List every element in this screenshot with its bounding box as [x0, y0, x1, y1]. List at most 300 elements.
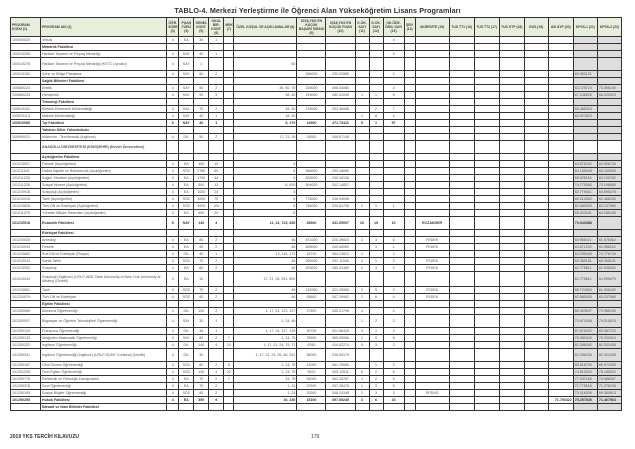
cell-name: Arkeoloji — [41, 237, 167, 244]
cell-puanmin — [326, 315, 355, 328]
cell-kosul — [234, 154, 297, 161]
cell-msk — [224, 51, 234, 58]
cell-ktp — [499, 383, 524, 390]
cell-tt2 — [474, 265, 499, 272]
cell-name: İngilizce Öğretmenliği (İngilizce) (UOLP-SUNY Cortland) (Ücretli) — [41, 349, 167, 362]
cell-okul: 4 — [209, 369, 224, 376]
cell-puan: DİL — [179, 251, 194, 258]
cell-puanmin: 253.18080 — [326, 168, 355, 175]
cell-code: 101251205 — [11, 369, 41, 376]
cell-ayp — [548, 196, 573, 203]
cell-tt1 — [449, 244, 474, 251]
cell-k11 — [355, 51, 369, 58]
cell-puan — [179, 301, 194, 308]
cell-tt1 — [449, 168, 474, 175]
column-header: PUAN TÜRÜ (4) — [179, 18, 194, 37]
column-header: PROGRAM KODU (1) — [11, 18, 41, 37]
cell-kpss1: 65.485323 — [573, 106, 597, 113]
cell-kosul: 1, 17, 24, 123, 127 — [234, 308, 297, 315]
cell-dus — [524, 51, 548, 58]
cell-sira: 746000 — [297, 203, 326, 210]
cell-kosul — [234, 71, 297, 78]
cell-k11: 4 — [355, 258, 369, 265]
cell-okul — [209, 127, 224, 134]
cell-okul: 2 — [209, 335, 224, 342]
cell-genel: 100 — [194, 308, 209, 315]
cell-sure: 4 — [167, 134, 179, 141]
cell-ayp — [548, 134, 573, 141]
cell-code: 101210007 — [11, 161, 41, 168]
cell-sure: 4 — [167, 168, 179, 175]
cell-k14 — [404, 196, 415, 203]
cell-genel: 1000 — [194, 189, 209, 196]
cell-ayp — [548, 287, 573, 294]
empty-cell — [209, 141, 224, 154]
cell-sira — [297, 210, 326, 217]
cell-dus — [524, 342, 548, 349]
cell-code: 101250097 — [11, 315, 41, 328]
cell-sira: 15730 — [297, 251, 326, 258]
cell-kosul: 46 — [234, 258, 297, 265]
cell-kpss2: 63.105782 — [597, 175, 621, 182]
cell-akr — [415, 37, 449, 44]
cell-ktp — [499, 113, 524, 120]
cell-msk — [224, 237, 234, 244]
cell-code: 101210052 — [11, 265, 41, 272]
cell-dus — [524, 328, 548, 335]
cell-msk — [224, 217, 234, 230]
cell-k12: 3 — [369, 390, 383, 397]
cell-kosul: 11, 14, 723, 830 — [234, 217, 297, 230]
cell-akr — [415, 71, 449, 78]
cell-k12: 3 — [369, 244, 383, 251]
cell-ktp — [499, 175, 524, 182]
cell-ayp — [548, 92, 573, 99]
cell-k12: 1 — [369, 258, 383, 265]
cell-kpss1 — [573, 154, 597, 161]
cell-akr — [415, 134, 449, 141]
cell-sure: 4 — [167, 272, 179, 287]
cell-k14 — [404, 134, 415, 141]
cell-kpss1 — [573, 58, 597, 71]
cell-ktp — [499, 376, 524, 383]
cell-tt2 — [474, 127, 499, 134]
cell-dus — [524, 376, 548, 383]
cell-ayp — [548, 217, 573, 230]
cell-ayp — [548, 362, 573, 369]
cell-sure: 4 — [167, 369, 179, 376]
cell-code: 101210882 — [11, 251, 41, 258]
cell-code: 100010152 — [11, 71, 41, 78]
cell-k13: 3 — [383, 390, 404, 397]
cell-genel: 400 — [194, 161, 209, 168]
cell-sira — [297, 99, 326, 106]
cell-akr: FEDEK — [415, 258, 449, 265]
cell-kpss1: 62.580925 — [573, 294, 597, 301]
cell-puan: SAY — [179, 335, 194, 342]
cell-sira — [297, 272, 326, 287]
cell-k14 — [404, 182, 415, 189]
cell-kpss2 — [597, 106, 621, 113]
column-header: MSK (7) — [224, 18, 234, 37]
cell-puan: EA — [179, 265, 194, 272]
cell-sure — [167, 230, 179, 237]
cell-tt1 — [449, 182, 474, 189]
cell-k13: 2 — [383, 287, 404, 294]
cell-ayp — [548, 58, 573, 71]
cell-tt2 — [474, 230, 499, 237]
cell-puanmin: 471.73411 — [326, 120, 355, 127]
cell-tt2 — [474, 78, 499, 85]
cell-kpss2: 70.220310 — [597, 335, 621, 342]
cell-kosul: 12, 115, 272 — [234, 251, 297, 258]
cell-k13: 24 — [383, 397, 404, 404]
cell-tt2 — [474, 92, 499, 99]
cell-dus — [524, 99, 548, 106]
cell-dus — [524, 265, 548, 272]
cell-ktp — [499, 92, 524, 99]
cell-ayp — [548, 390, 573, 397]
column-header: ÖĞR. SÜRE (3) — [167, 18, 179, 37]
cell-ktp — [499, 71, 524, 78]
cell-akr — [415, 301, 449, 308]
cell-k12: 3 — [369, 265, 383, 272]
faculty-row — [11, 301, 622, 308]
program-row — [11, 51, 622, 58]
cell-genel: 50 — [194, 244, 209, 251]
cell-tt2 — [474, 203, 499, 210]
cell-sira: 30700 — [297, 328, 326, 335]
cell-sira: 15100 — [297, 397, 326, 404]
cell-kpss1: 77.207180 — [573, 376, 597, 383]
faculty-row — [11, 99, 622, 106]
cell-kpss1 — [573, 44, 597, 51]
cell-genel: 80 — [194, 265, 209, 272]
cell-kosul — [234, 44, 297, 51]
faculty-row — [11, 78, 622, 85]
cell-k12 — [369, 308, 383, 315]
cell-name: Tarih — [41, 287, 167, 294]
cell-tt1 — [449, 92, 474, 99]
empty-cell — [415, 141, 449, 154]
cell-kpss1: 82.403947 — [573, 308, 597, 315]
cell-k12 — [369, 127, 383, 134]
cell-akr — [415, 154, 449, 161]
cell-code: 101211235 — [11, 182, 41, 189]
cell-genel: 500 — [194, 182, 209, 189]
cell-okul — [209, 301, 224, 308]
cell-tt2 — [474, 120, 499, 127]
cell-sira: 33600 — [297, 217, 326, 230]
cell-kpss2 — [597, 37, 621, 44]
cell-k12 — [369, 168, 383, 175]
cell-ayp — [548, 120, 573, 127]
cell-code — [11, 301, 41, 308]
cell-tt2 — [474, 258, 499, 265]
cell-puan: SÖZ — [179, 287, 194, 294]
cell-sure — [167, 44, 179, 51]
cell-kosul: 50 — [234, 58, 297, 71]
cell-puanmin — [326, 272, 355, 287]
cell-msk — [224, 203, 234, 210]
empty-cell — [194, 141, 209, 154]
cell-genel: 70 — [194, 383, 209, 390]
cell-puanmin — [326, 113, 355, 120]
cell-akr — [415, 210, 449, 217]
cell-ayp — [548, 51, 573, 58]
cell-kpss2 — [597, 71, 621, 78]
cell-sure: 4 — [167, 106, 179, 113]
column-header: TUS KTP (18) — [499, 18, 524, 37]
cell-akr — [415, 44, 449, 51]
cell-ktp — [499, 99, 524, 106]
cell-name: Elektrik-Elektronik Mühendisliği — [41, 106, 167, 113]
cell-dus — [524, 85, 548, 92]
cell-puanmin — [326, 127, 355, 134]
cell-sira — [297, 230, 326, 237]
cell-k11 — [355, 301, 369, 308]
column-header: 2018-YKS EN KÜÇÜK BAŞARI SIRASI (9) — [298, 19, 325, 35]
program-row — [11, 258, 622, 265]
cell-name: Almanca Öğretmenliği — [41, 308, 167, 315]
cell-kpss1: 65.724520 — [573, 287, 597, 294]
cell-puan: SAY — [179, 58, 194, 71]
empty-cell — [573, 141, 597, 154]
cell-k14 — [404, 369, 415, 376]
cell-kpss1: 62.775611 — [573, 272, 597, 287]
cell-k12 — [369, 51, 383, 58]
cell-tt1 — [449, 154, 474, 161]
cell-ayp — [548, 308, 573, 315]
cell-puan: SAY — [179, 71, 194, 78]
cell-dus — [524, 258, 548, 265]
cell-sira: 546000 — [297, 168, 326, 175]
cell-sure: 4 — [167, 258, 179, 265]
cell-ayp — [548, 349, 573, 362]
cell-k13 — [383, 196, 404, 203]
cell-kpss1 — [573, 51, 597, 58]
cell-k11: 3 — [355, 287, 369, 294]
cell-kpss2: 74.986307 — [597, 376, 621, 383]
empty-cell — [548, 141, 573, 154]
cell-kpss2: 75.515515 — [597, 315, 621, 328]
cell-puanmin — [326, 58, 355, 71]
empty-cell — [369, 141, 383, 154]
cell-k13: 5 — [383, 258, 404, 265]
cell-k12 — [369, 189, 383, 196]
cell-k12: 8 — [369, 113, 383, 120]
cell-k13: 4 — [383, 37, 404, 44]
cell-sira: 226000 — [297, 85, 326, 92]
cell-ktp — [499, 106, 524, 113]
cell-code — [11, 404, 41, 411]
cell-dus — [524, 217, 548, 230]
empty-cell — [224, 141, 234, 154]
cell-dus — [524, 78, 548, 85]
column-header: ÖZEL KOŞUL VE AÇIKLAMALAR (8) — [234, 18, 297, 37]
cell-tt2 — [474, 362, 499, 369]
cell-k11 — [355, 78, 369, 85]
cell-kpss1 — [573, 404, 597, 411]
cell-code: 100510113 — [11, 113, 41, 120]
cell-dus — [524, 397, 548, 404]
cell-sira: 203000 — [297, 265, 326, 272]
cell-okul: 1 — [209, 251, 224, 258]
cell-name: Rehberlik ve Psikolojik Danışmanlık — [41, 376, 167, 383]
cell-k14 — [404, 37, 415, 44]
cell-puanmin: 230.18138 — [326, 175, 355, 182]
cell-puanmin: 236.00175 — [326, 349, 355, 362]
cell-code — [11, 154, 41, 161]
cell-msk — [224, 71, 234, 78]
cell-genel — [194, 44, 209, 51]
cell-kosul: 6 — [234, 189, 297, 196]
cell-tt1 — [449, 342, 474, 349]
cell-k11 — [355, 349, 369, 362]
faculty-row — [11, 120, 622, 127]
cell-okul: 2 — [209, 390, 224, 397]
cell-puanmin: 431.05007 — [326, 217, 355, 230]
cell-dus — [524, 161, 548, 168]
cell-puan: EA — [179, 383, 194, 390]
cell-k13 — [383, 182, 404, 189]
cell-msk — [224, 175, 234, 182]
cell-puanmin: 361.75080 — [326, 362, 355, 369]
cell-kosul — [234, 301, 297, 308]
cell-okul — [209, 404, 224, 411]
cell-ayp — [548, 383, 573, 390]
cell-tt1 — [449, 397, 474, 404]
cell-kosul — [234, 230, 297, 237]
cell-puanmin — [326, 189, 355, 196]
cell-tt1 — [449, 272, 474, 287]
cell-code: 101250133 — [11, 335, 41, 342]
cell-sira — [297, 315, 326, 328]
cell-kpss1: 63.389181 — [573, 258, 597, 265]
cell-sira: 260000 — [297, 258, 326, 265]
cell-sure: 4 — [167, 51, 179, 58]
cell-k14 — [404, 71, 415, 78]
cell-okul: 2 — [209, 265, 224, 272]
cell-genel: 80 — [194, 362, 209, 369]
cell-ktp — [499, 37, 524, 44]
cell-akr — [415, 251, 449, 258]
cell-dus — [524, 237, 548, 244]
cell-kosul: 16, 40 — [234, 106, 297, 113]
cell-kosul: 1, 24 — [234, 383, 297, 390]
cell-puan: SAY — [179, 51, 194, 58]
program-row — [11, 210, 622, 217]
cell-tt2 — [474, 237, 499, 244]
cell-kpss2 — [597, 113, 621, 120]
cell-name: Sosyal Bilgiler Öğretmenliği — [41, 390, 167, 397]
cell-akr — [415, 383, 449, 390]
cell-msk — [224, 301, 234, 308]
cell-dus — [524, 251, 548, 258]
cell-genel: 2780 — [194, 168, 209, 175]
cell-ayp — [548, 99, 573, 106]
cell-sira — [297, 301, 326, 308]
cell-kpss1: 70.874298 — [573, 315, 597, 328]
program-row — [11, 237, 622, 244]
program-row — [11, 175, 622, 182]
cell-name: Fransızca Öğretmenliği — [41, 328, 167, 335]
cell-code: 100990021 — [11, 134, 41, 141]
cell-k12 — [369, 210, 383, 217]
cell-msk — [224, 134, 234, 141]
empty-cell — [404, 141, 415, 154]
cell-dus — [524, 134, 548, 141]
cell-kpss1 — [573, 37, 597, 44]
cell-ktp — [499, 251, 524, 258]
cell-sira — [297, 189, 326, 196]
program-row — [11, 265, 622, 272]
cell-tt1 — [449, 217, 474, 230]
cell-k11 — [355, 71, 369, 78]
cell-k13 — [383, 272, 404, 287]
table-header-row — [11, 18, 622, 37]
cell-k13: 3 — [383, 308, 404, 315]
cell-dus — [524, 294, 548, 301]
cell-kpss1: 64.955411 — [573, 237, 597, 244]
cell-name: Rus Dili ve Edebiyatı (Rusça) — [41, 251, 167, 258]
cell-k12: 2 — [369, 376, 383, 383]
cell-kpss1: 78.080342 — [573, 335, 597, 342]
cell-sure: 4 — [167, 342, 179, 349]
cell-ayp — [548, 127, 573, 134]
cell-msk — [224, 44, 234, 51]
cell-k14 — [404, 78, 415, 85]
cell-tt1 — [449, 390, 474, 397]
cell-k13 — [383, 44, 404, 51]
cell-name: Ebelik — [41, 85, 167, 92]
cell-okul: 2 — [209, 71, 224, 78]
cell-k11 — [355, 168, 369, 175]
programs-table — [10, 17, 622, 411]
cell-kosul: 1, 24, 46 — [234, 315, 297, 328]
cell-k13: 2 — [383, 251, 404, 258]
cell-k11: 5 — [355, 120, 369, 127]
cell-tt1 — [449, 383, 474, 390]
cell-ayp: 71.793322 — [548, 397, 573, 404]
cell-code: 101250165 — [11, 390, 41, 397]
cell-okul: 20 — [209, 210, 224, 217]
cell-akr: FEDEK — [415, 287, 449, 294]
cell-dus — [524, 210, 548, 217]
faculty-row — [11, 404, 622, 411]
cell-genel — [194, 127, 209, 134]
cell-kpss1 — [573, 127, 597, 134]
cell-msk — [224, 189, 234, 196]
cell-k14 — [404, 308, 415, 315]
cell-puan: DİL — [179, 349, 194, 362]
cell-kpss2 — [597, 217, 621, 230]
cell-k14 — [404, 349, 415, 362]
cell-sure: 4 — [167, 203, 179, 210]
column-header: GENEL KONT. (5) — [194, 18, 209, 37]
cell-k11 — [355, 58, 369, 71]
program-row — [11, 85, 622, 92]
cell-ktp — [499, 287, 524, 294]
cell-ktp — [499, 397, 524, 404]
cell-dus — [524, 369, 548, 376]
cell-puanmin: 362.33787 — [326, 376, 355, 383]
cell-puan — [179, 78, 194, 85]
cell-kosul: 46 — [234, 237, 297, 244]
cell-ktp — [499, 168, 524, 175]
cell-dus — [524, 168, 548, 175]
cell-ayp — [548, 265, 573, 272]
